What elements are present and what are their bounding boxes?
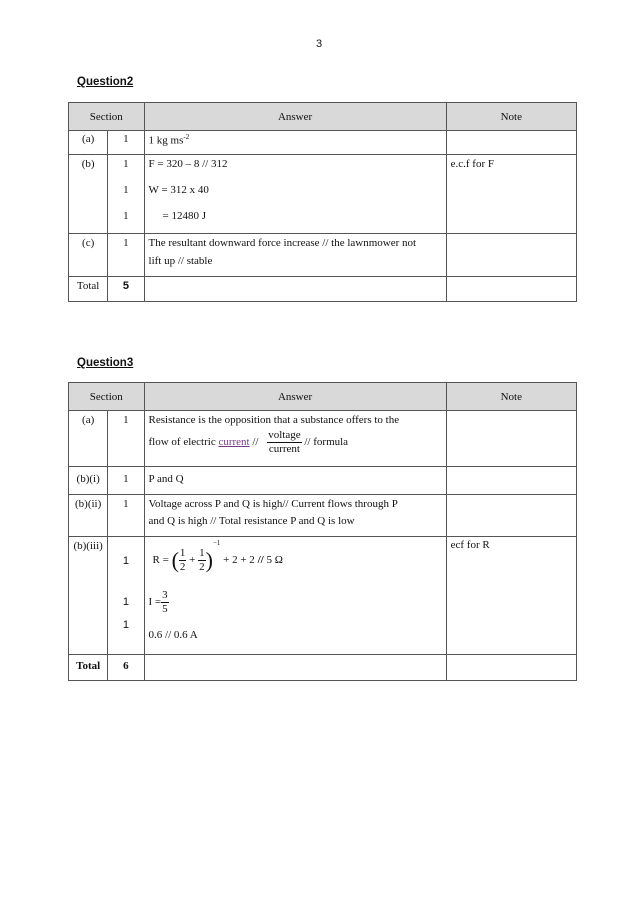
table-row xyxy=(69,277,577,302)
fraction-denominator: 5 xyxy=(162,603,168,615)
note-cell xyxy=(446,655,576,681)
left-paren: ( xyxy=(171,547,179,573)
mark-cell: 1 xyxy=(108,495,144,537)
current-link[interactable]: current xyxy=(218,436,250,449)
answer-line: and Q is high // Total resistance P and Q is low xyxy=(148,515,355,527)
fraction-numerator: 1 xyxy=(199,546,205,559)
answer-cell xyxy=(144,234,446,277)
mark-value: 1 xyxy=(122,555,129,567)
answer-cell xyxy=(144,131,446,155)
mark-cell xyxy=(108,155,144,234)
fraction-numerator: 3 xyxy=(162,589,168,601)
r-tail: + 2 + 2 xyxy=(223,554,255,566)
section-cell: (b)(ii) xyxy=(69,495,108,537)
final-answer: 0.6 // 0.6 A xyxy=(148,629,198,641)
fraction xyxy=(161,589,169,616)
section-cell: (c) xyxy=(69,234,108,277)
fraction-numerator: 1 xyxy=(179,546,186,559)
section-cell: (b) xyxy=(69,155,108,234)
answer-superscript: -2 xyxy=(183,133,190,141)
answer-text: // formula xyxy=(304,436,349,449)
mark-cell: 1 xyxy=(108,467,144,495)
answer-line: lift up // stable xyxy=(148,255,213,267)
answer-line: F = 320 – 8 // 312 xyxy=(148,158,228,170)
answer-cell xyxy=(144,411,446,467)
table-row xyxy=(69,411,577,467)
table-row xyxy=(69,537,577,655)
r-label: R = xyxy=(152,554,169,566)
fraction-denominator: current xyxy=(268,443,300,455)
answer-cell xyxy=(144,537,446,655)
section-cell: (a) xyxy=(69,131,108,155)
header-note: Note xyxy=(446,103,576,131)
fraction-denominator: 2 xyxy=(179,560,186,573)
total-label: Total xyxy=(69,277,108,302)
question-3-table xyxy=(68,382,577,681)
answer-text: 1 kg ms xyxy=(148,134,184,147)
answer-line: The resultant downward force increase // the lawnmower not xyxy=(148,237,417,249)
note-cell: ecf for R xyxy=(446,537,576,655)
section-cell: (b)(i) xyxy=(69,467,108,495)
question-3-title: Question3 xyxy=(77,357,134,369)
header-answer: Answer xyxy=(144,103,446,131)
note-cell xyxy=(446,234,576,277)
table-row xyxy=(69,234,577,277)
table-row xyxy=(69,155,577,234)
total-value: 6 xyxy=(108,655,144,681)
mark-cell: 1 xyxy=(108,234,144,277)
voltage-over-current-fraction xyxy=(267,429,301,456)
answer-line: Resistance is the opposition that a substance offers to the xyxy=(148,414,400,426)
answer-cell xyxy=(144,277,446,302)
resistance-equation xyxy=(149,539,442,571)
mark-value: 1 xyxy=(122,619,129,631)
mark-value: 1 xyxy=(123,184,129,196)
plus-sign: + xyxy=(189,554,196,566)
right-paren: ) xyxy=(205,547,213,573)
answer-text: flow of electric xyxy=(148,436,216,449)
exponent: −1 xyxy=(212,539,221,547)
note-cell: e.c.f for F xyxy=(446,155,576,234)
fraction xyxy=(179,547,187,574)
question-2-table xyxy=(68,102,577,302)
current-equation xyxy=(149,589,442,619)
table-header-row xyxy=(69,383,577,411)
answer-line: Voltage across P and Q is high// Current flows through P xyxy=(148,498,398,510)
answer-cell xyxy=(144,155,446,234)
header-section: Section xyxy=(69,383,145,411)
table-row xyxy=(69,467,577,495)
note-cell xyxy=(446,277,576,302)
note-cell xyxy=(446,411,576,467)
table-header-row xyxy=(69,103,577,131)
table-row xyxy=(69,131,577,155)
answer-cell: P and Q xyxy=(144,467,446,495)
section-cell: (a) xyxy=(69,411,108,467)
mark-value: 1 xyxy=(122,596,129,608)
mark-cell: 1 xyxy=(108,131,144,155)
answer-line: = 12480 J xyxy=(162,210,206,222)
answer-cell xyxy=(144,655,446,681)
fraction-denominator: 2 xyxy=(199,560,205,573)
answer-separator: // xyxy=(252,436,259,449)
note-cell xyxy=(446,131,576,155)
note-cell xyxy=(446,495,576,537)
answer-line: W = 312 x 40 xyxy=(148,184,209,196)
page-number: 3 xyxy=(315,38,323,50)
table-row xyxy=(69,495,577,537)
i-label: I = xyxy=(148,596,162,609)
answer-cell xyxy=(144,495,446,537)
mark-cell xyxy=(108,537,144,655)
header-section: Section xyxy=(69,103,145,131)
fraction xyxy=(198,547,206,574)
question-2-title: Question2 xyxy=(77,76,134,88)
total-value: 5 xyxy=(108,277,144,302)
mark-cell: 1 xyxy=(108,411,144,467)
r-result: 5 Ω xyxy=(266,554,283,566)
note-cell xyxy=(446,467,576,495)
section-cell: (b)(iii) xyxy=(69,537,108,655)
r-separator: // xyxy=(257,554,264,566)
fraction-numerator: voltage xyxy=(268,429,301,441)
header-note: Note xyxy=(446,383,576,411)
mark-value: 1 xyxy=(123,210,129,222)
header-answer: Answer xyxy=(144,383,446,411)
table-row xyxy=(69,655,577,681)
total-label: Total xyxy=(69,655,108,681)
mark-value: 1 xyxy=(123,158,129,170)
answer-line xyxy=(149,429,442,456)
